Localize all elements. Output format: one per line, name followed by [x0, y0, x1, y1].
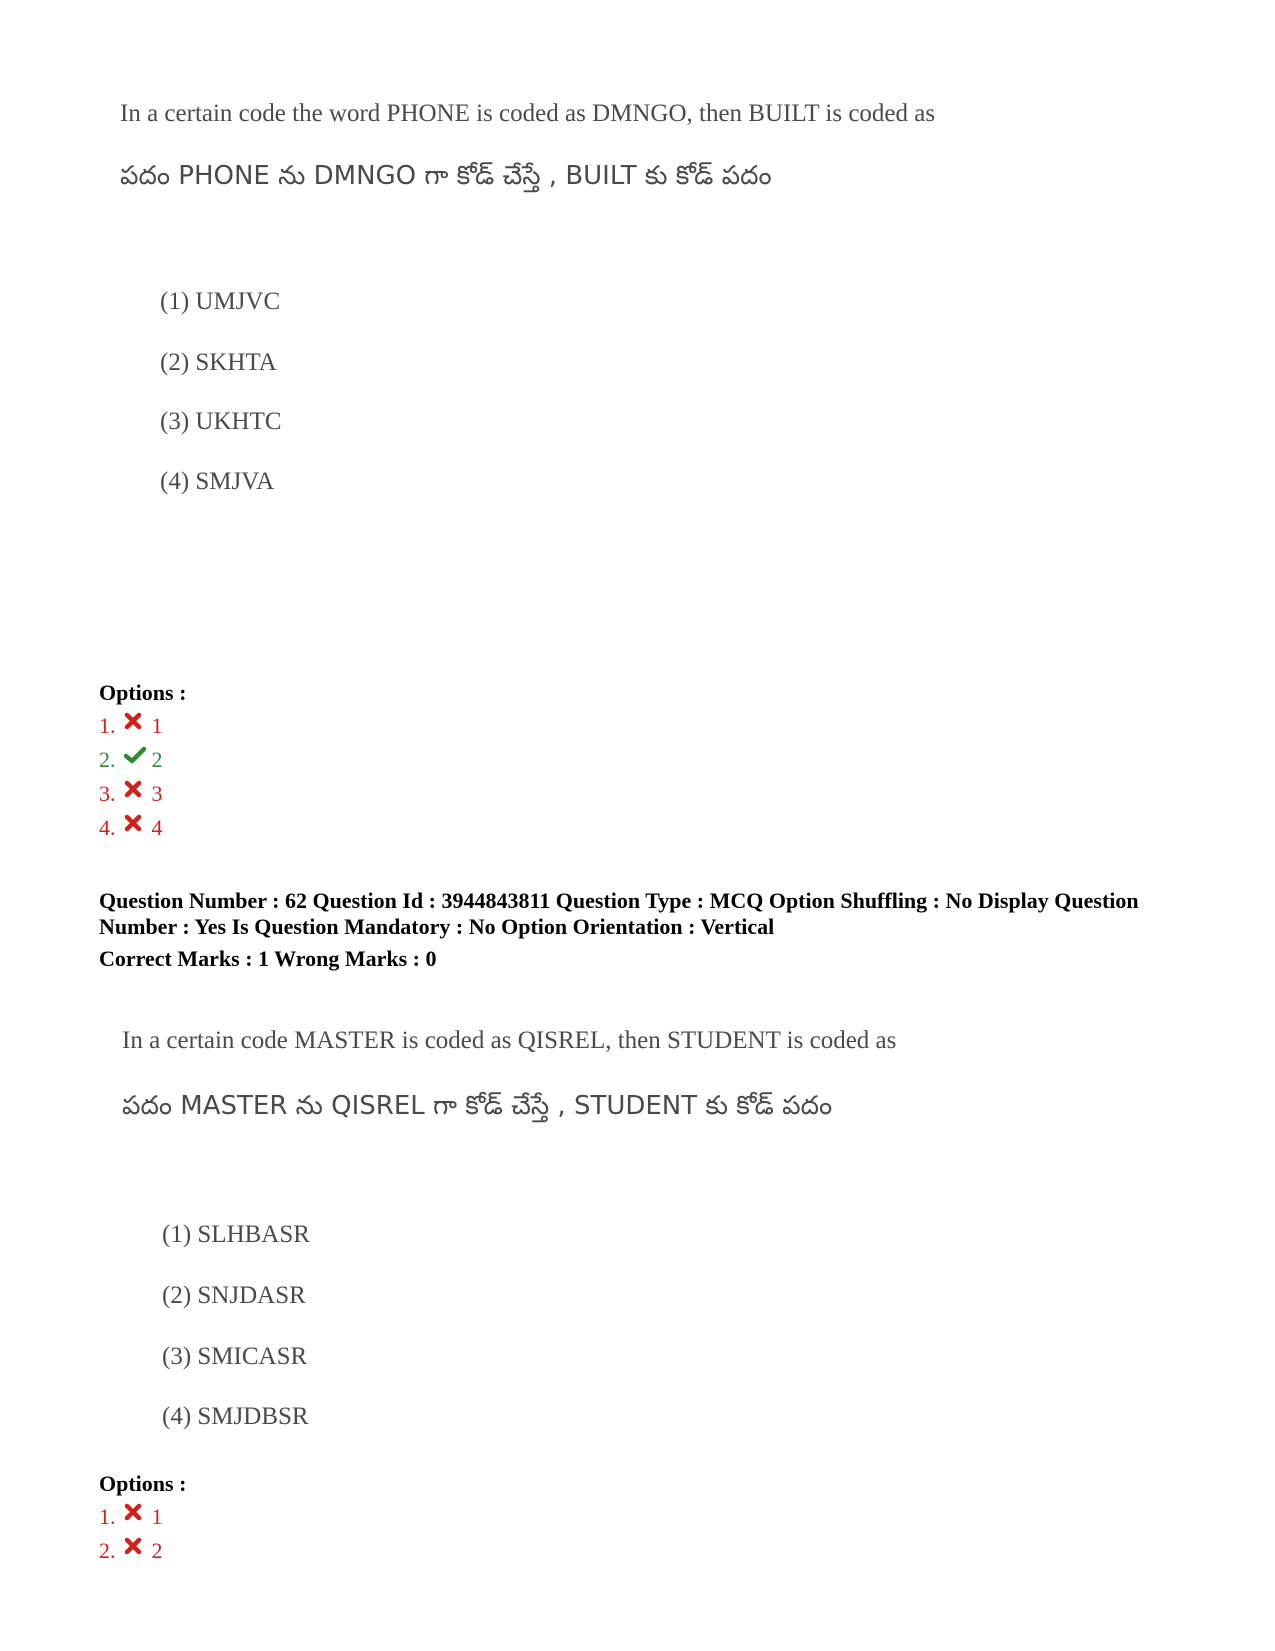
option-number: 1.: [99, 1504, 116, 1529]
choice-1: (1) SLHBASR: [162, 1221, 310, 1248]
cross-icon: [124, 778, 146, 800]
option-value: 2: [151, 747, 163, 772]
question-meta: Question Number : 62 Question Id : 3944843811 Question Type : MCQ Option Shuffling : No Display Question Number : Yes Is Question Mandatory : No Option Orientation : Vertical: [99, 888, 1139, 939]
option-number: 3.: [99, 781, 116, 806]
option-value: 2: [151, 1538, 163, 1563]
option-row: [99, 815, 163, 841]
choice-1: (1) UMJVC: [160, 288, 281, 315]
cross-icon: [124, 1535, 146, 1557]
choice-3: (3) UKHTC: [160, 408, 282, 435]
option-value: 3: [151, 781, 163, 806]
option-number: 2.: [99, 1538, 116, 1563]
option-row: [99, 781, 163, 807]
options-heading: Options :: [99, 1471, 187, 1496]
option-row: [99, 713, 163, 739]
choice-4: (4) SMJVA: [160, 468, 275, 495]
option-value: 1: [151, 713, 163, 738]
option-number: 4.: [99, 815, 116, 840]
cross-icon: [124, 812, 146, 834]
choice-3: (3) SMICASR: [162, 1343, 308, 1370]
cross-icon: [124, 710, 146, 732]
option-row: [99, 747, 163, 773]
option-row: [99, 1504, 163, 1530]
choice-2: (2) SKHTA: [160, 349, 277, 376]
marks-info: Correct Marks : 1 Wrong Marks : 0: [99, 946, 437, 971]
question-english: In a certain code MASTER is coded as QISREL, then STUDENT is coded as: [122, 1027, 897, 1054]
options-heading: Options :: [99, 680, 187, 705]
option-row: [99, 1538, 163, 1564]
option-value: 4: [151, 815, 163, 840]
option-number: 2.: [99, 747, 116, 772]
check-icon: [124, 744, 146, 766]
choice-2: (2) SNJDASR: [162, 1282, 306, 1309]
option-value: 1: [151, 1504, 163, 1529]
option-number: 1.: [99, 713, 116, 738]
question-telugu: పదం MASTER ను QISREL గా కోడ్ చేస్తే , STUDENT కు కోడ్ పదం: [122, 1091, 833, 1121]
cross-icon: [124, 1501, 146, 1523]
question-telugu: పదం PHONE ను DMNGO గా కోడ్ చేస్తే , BUILT కు కోడ్ పదం: [120, 161, 772, 191]
choice-4: (4) SMJDBSR: [162, 1403, 309, 1430]
question-english: In a certain code the word PHONE is coded as DMNGO, then BUILT is coded as: [120, 100, 936, 127]
